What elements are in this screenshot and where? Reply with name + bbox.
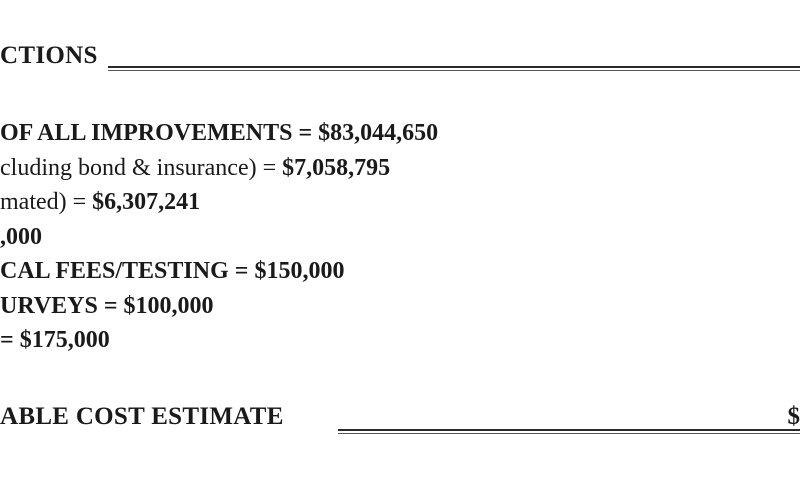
cost-line-label: =	[0, 327, 20, 353]
cost-line-amount: $175,000	[19, 327, 110, 353]
cost-line-amount: $150,000	[254, 258, 345, 284]
cost-line-estimated	[0, 187, 200, 217]
cost-line-amount: $7,058,795	[282, 155, 391, 181]
cost-line-improvements	[0, 118, 438, 148]
cost-line-amount: $100,000	[123, 293, 214, 319]
cost-line-fees-testing	[0, 256, 344, 286]
estimate-heading-title: ABLE COST ESTIMATE	[0, 403, 284, 430]
cost-line-bond-insurance	[0, 153, 390, 183]
section-heading-underline	[108, 66, 800, 71]
cost-line-other	[0, 325, 110, 355]
cost-line-label: URVEYS =	[0, 293, 124, 319]
estimate-total-fragment: $	[787, 403, 800, 430]
cost-line-surveys	[0, 291, 214, 321]
cost-line-partial	[0, 222, 42, 252]
cost-line-amount: $6,307,241	[92, 189, 201, 215]
cost-line-amount: $83,044,650	[318, 120, 439, 146]
cost-line-label: mated) =	[0, 189, 93, 215]
cost-line-amount: ,000	[0, 224, 42, 250]
cost-line-label: OF ALL IMPROVEMENTS =	[0, 120, 319, 146]
section-heading-title: CTIONS	[0, 42, 98, 69]
estimate-heading-underline	[338, 429, 800, 434]
cost-line-label: CAL FEES/TESTING =	[0, 258, 255, 284]
cost-line-label: cluding bond & insurance) =	[0, 155, 283, 181]
